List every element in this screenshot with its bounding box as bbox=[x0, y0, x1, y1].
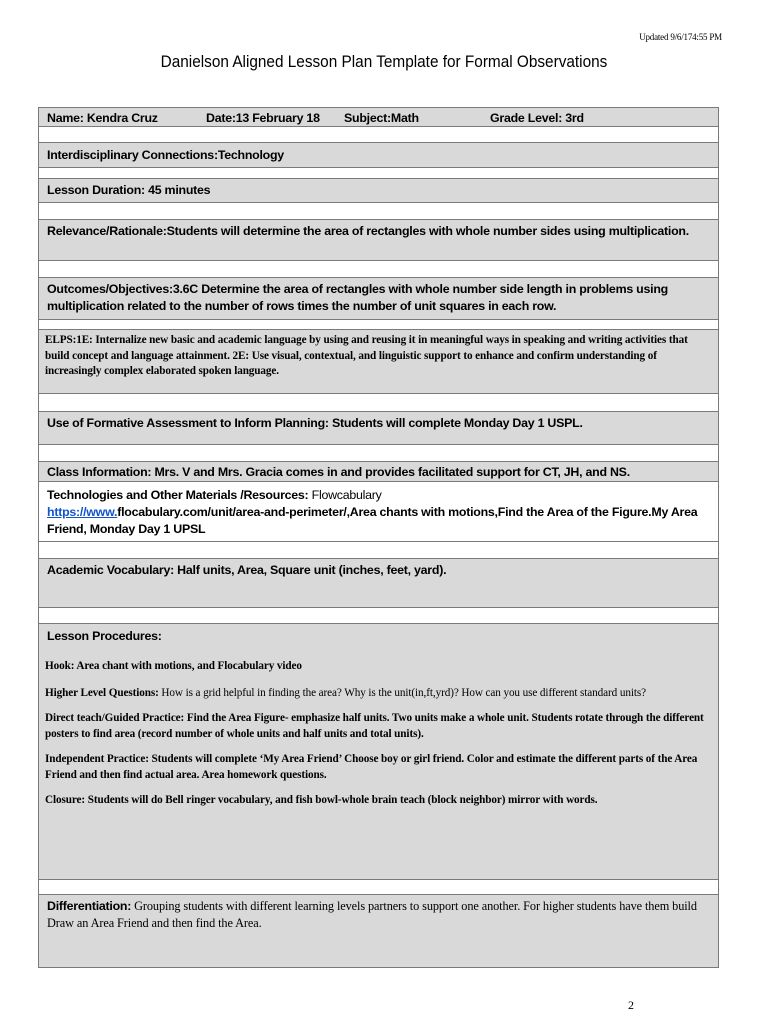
header-info-row bbox=[39, 108, 718, 127]
class-information-row: Class Information: Mrs. V and Mrs. Gracia comes in and provides facilitated support for CT, JH, and NS. bbox=[39, 462, 718, 482]
spacer-row bbox=[39, 203, 718, 220]
lesson-plan-table bbox=[38, 107, 719, 968]
differentiation-label: Differentiation: bbox=[47, 899, 132, 913]
spacer-row bbox=[39, 445, 718, 462]
closure-text: Closure: Students will do Bell ringer vocabulary, and fish bowl-whole brain teach (block neighbor) mirror with words. bbox=[45, 794, 598, 806]
lesson-date: Date:13 February 18 bbox=[206, 111, 320, 125]
technologies-row bbox=[39, 482, 718, 542]
elps-row: ELPS:1E: Internalize new basic and academic language by using and reusing it in meaningful ways in speaking and writing activities that build concept and language attainment. 2E: Use visual, contextual, and linguistic support to enhance and confirm understanding of increasingly complex elaborated spoken language. bbox=[39, 330, 718, 394]
hlq-label: Higher Level Questions: bbox=[45, 686, 159, 699]
spacer-row bbox=[39, 320, 718, 330]
hook-text: Hook: Area chant with motions, and Flocabulary video bbox=[45, 660, 302, 672]
spacer-row bbox=[39, 261, 718, 278]
spacer-row bbox=[39, 127, 718, 143]
duration-row: Lesson Duration: 45 minutes bbox=[39, 179, 718, 203]
formative-assessment-row: Use of Formative Assessment to Inform Planning: Students will complete Monday Day 1 USPL. bbox=[39, 412, 718, 445]
resource-list: flocabulary.com/unit/area-and-perimeter/,Area chants with motions,Find the Area of the Figure.My Area Friend, Monday Day 1 UPSL bbox=[47, 505, 698, 536]
higher-level-questions bbox=[45, 686, 710, 702]
differentiation-text: Grouping students with different learning levels partners to support one another. For higher students have them build Draw an Area Friend and then find the Area. bbox=[47, 899, 697, 930]
independent-practice-text: Independent Practice: Students will complete ‘My Area Friend’ Choose boy or girl friend. Color and estimate the different parts of the Area Friend and then find actual area. Area homework questions. bbox=[45, 753, 698, 781]
hlq-text: How is a grid helpful in finding the area? Why is the unit(in,ft,yrd)? How can you use different standard units? bbox=[158, 686, 646, 699]
grade-level: Grade Level: 3rd bbox=[490, 111, 584, 125]
teacher-name: Name: Kendra Cruz bbox=[47, 111, 158, 125]
spacer-row bbox=[39, 168, 718, 179]
spacer-row bbox=[39, 608, 718, 624]
spacer-row bbox=[39, 394, 718, 412]
lesson-procedures-row bbox=[39, 624, 718, 880]
outcomes-row: Outcomes/Objectives:3.6C Determine the area of rectangles with whole number side length in problems using multiplication related to the number of rows times the number of unit squares in each row. bbox=[39, 278, 718, 320]
direct-teach-text: Direct teach/Guided Practice: Find the Area Figure- emphasize half units. Two units make a whole unit. Students rotate through the different posters to find area (record number of whole units and half units and total units). bbox=[45, 712, 704, 740]
subject: Subject:Math bbox=[344, 111, 419, 125]
relevance-row: Relevance/Rationale:Students will determine the area of rectangles with whole number sides using multiplication. bbox=[39, 220, 718, 261]
document-title: Danielson Aligned Lesson Plan Template for Formal Observations bbox=[160, 53, 608, 71]
technology-tool: Flowcabulary bbox=[308, 488, 382, 502]
interdisciplinary-row: Interdisciplinary Connections:Technology bbox=[39, 143, 718, 168]
updated-timestamp: Updated 9/6/174:55 PM bbox=[639, 32, 722, 42]
differentiation-row bbox=[39, 895, 718, 967]
procedures-label: Lesson Procedures: bbox=[47, 629, 162, 643]
vocabulary-row: Academic Vocabulary: Half units, Area, Square unit (inches, feet, yard). bbox=[39, 559, 718, 608]
spacer-row bbox=[39, 542, 718, 559]
page-number: 2 bbox=[628, 998, 634, 1012]
technologies-label: Technologies and Other Materials /Resources: bbox=[47, 488, 309, 502]
resource-link[interactable]: https://www. bbox=[47, 505, 118, 519]
spacer-row bbox=[39, 880, 718, 895]
